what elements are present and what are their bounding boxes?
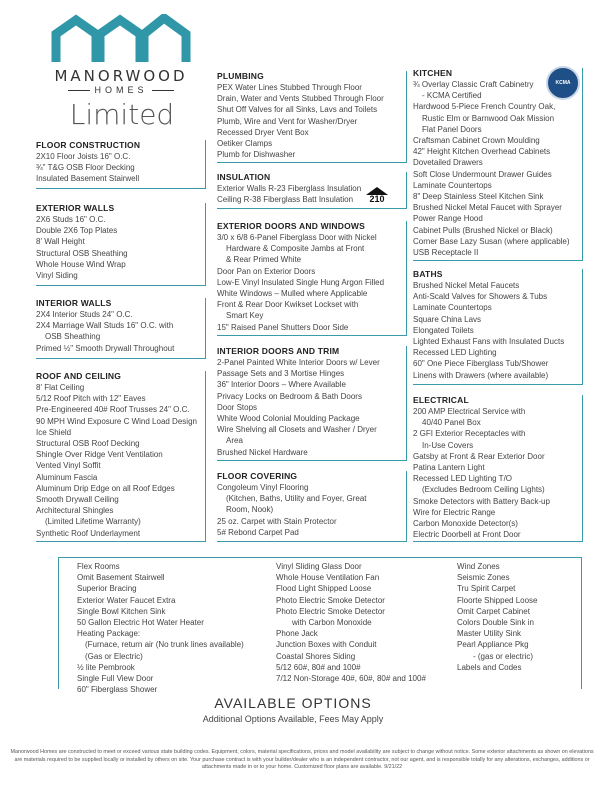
list-item: Plumb, Wire and Vent for Washer/Dryer <box>217 116 358 126</box>
list-item: Privacy Locks on Bedroom & Bath Doors <box>217 391 362 401</box>
list-item: Rustic Elm or Barnwood Oak Mission <box>422 113 555 123</box>
list-item: Wire for Electric Range <box>413 507 496 517</box>
list-item: Smart Key <box>226 311 264 321</box>
list-item: Ceiling R-38 Fiberglass Batt Insulation <box>217 195 354 205</box>
list-item: Pre-Engineered 40# Roof Trusses 24" O.C. <box>36 405 190 415</box>
option-item: (Gas or Electric) <box>85 651 143 661</box>
option-item: Flex Rooms <box>77 562 120 571</box>
list-item: PEX Water Lines Stubbed Through Floor <box>217 83 362 92</box>
list-item: 2X6 Studs 16" O.C. <box>36 215 106 224</box>
option-item: Vinyl Sliding Glass Door <box>276 562 362 571</box>
section-title: INTERIOR DOORS AND TRIM <box>217 346 340 356</box>
list-item: Vented Vinyl Soffit <box>36 461 101 471</box>
list-item: Structural OSB Roof Decking <box>36 439 140 449</box>
section-plumbing <box>217 71 407 163</box>
list-item: Lighted Exhaust Fans with Insulated Ducts <box>413 337 565 347</box>
list-item: Front & Rear Door Kwikset Lockset with <box>217 300 359 310</box>
options-column-2 <box>276 561 426 684</box>
option-item: Phone Jack <box>276 629 318 639</box>
list-item: Cabinet Pulls (Brushed Nickel or Black) <box>413 225 553 235</box>
list-item: Carbon Monoxide Detector(s) <box>413 519 518 529</box>
list-item: 25 oz. Carpet with Stain Protector <box>217 516 337 526</box>
list-item: 8" Deep Stainless Steel Kitchen Sink <box>413 192 544 202</box>
list-item: Congoleum Vinyl Flooring <box>217 483 309 492</box>
list-item: 15" Raised Panel Shutters Door Side <box>217 322 349 332</box>
option-item: Photo Electric Smoke Detector <box>276 595 385 605</box>
section-title: EXTERIOR DOORS AND WINDOWS <box>217 221 365 231</box>
list-item: Power Range Hood <box>413 214 483 224</box>
list-item: Dovetailed Drawers <box>413 158 483 168</box>
option-item: 7/12 Non-Storage 40#, 60#, 80# and 100# <box>276 674 426 684</box>
list-item: OSB Sheathing <box>45 332 101 342</box>
option-item: Coastal Shores Siding <box>276 651 356 661</box>
option-item: Heating Package: <box>77 629 141 639</box>
list-item: Smoke Detectors with Battery Back-up <box>413 496 550 506</box>
section-title: FLOOR CONSTRUCTION <box>36 140 141 150</box>
list-item: Laminate Countertops <box>413 180 492 190</box>
options-heading: AVAILABLE OPTIONS <box>214 695 372 711</box>
list-item: Elongated Toilets <box>413 325 474 335</box>
option-item: Seismic Zones <box>457 573 510 583</box>
list-item: Aluminum Drip Edge on all Roof Edges <box>36 483 175 493</box>
list-item: In-Use Covers <box>422 440 474 450</box>
list-item: Door Pan on Exterior Doors <box>217 266 316 276</box>
option-item: - (gas or electric) <box>473 651 534 661</box>
options-column-3 <box>457 561 538 673</box>
list-item: 5# Rebond Carpet Pad <box>217 527 299 537</box>
list-item: ¾ Overlay Classic Craft Cabinetry <box>413 80 534 89</box>
section-floor-covering <box>217 471 407 542</box>
list-item: Laminate Countertops <box>413 303 492 313</box>
list-item: Anti-Scald Valves for Showers & Tubs <box>413 292 548 302</box>
list-item: Craftsman Cabinet Crown Moulding <box>413 136 540 146</box>
list-item: Double 2X6 Top Plates <box>36 226 118 236</box>
option-item: Single Bowl Kitchen Sink <box>77 606 166 616</box>
section-baths <box>413 269 583 385</box>
list-item: 8' Flat Ceiling <box>36 383 85 392</box>
brand-name: MANORWOOD <box>54 67 188 85</box>
option-item: Flood Light Shipped Loose <box>276 584 372 594</box>
disclaimer-footer: Manorwood Homes are constructed to meet or exceed various state building codes. Equipment, colors, material specifications, prices and model availability are subject to change without notice. Some exterior attachments as shown on elevations are materials required to be supplied locally or installed by others on site. Your purchase contract is with your builder/dealer who is an independent contractor, not our agent, and is responsible totally for any alterations, exchanges, additions or attachments made in or to your home. Customized floor plans are available. 9/21/22 <box>10 749 594 771</box>
list-item: 3/0 x 6/8 6-Panel Fiberglass Door with Nickel <box>217 233 377 242</box>
list-item: 8' Wall Height <box>36 237 85 247</box>
option-item: (Furnace, return air (No trunk lines available) <box>85 640 244 650</box>
list-item: - KCMA Certified <box>422 91 482 101</box>
option-item: Junction Boxes with Conduit <box>276 640 377 650</box>
option-item: Wind Zones <box>457 562 500 571</box>
section-floor-construction <box>36 140 206 189</box>
list-item: White Windows – Mulled where Applicable <box>217 289 368 299</box>
options-column-1 <box>77 561 244 695</box>
list-item: Plumb for Dishwasher <box>217 150 296 160</box>
list-item: Square China Lavs <box>413 314 482 324</box>
list-item: 2 GFI Exterior Receptacles with <box>413 429 526 439</box>
option-item: Master Utility Sink <box>457 629 522 639</box>
option-item: Exterior Water Faucet Extra <box>77 595 176 605</box>
list-item: White Wood Colonial Moulding Package <box>217 414 360 424</box>
section-title: FLOOR COVERING <box>217 471 298 481</box>
list-item: Primed ½" Smooth Drywall Throughout <box>36 343 175 353</box>
list-item: Door Stops <box>217 402 258 412</box>
kcma-certified-badge: KCMA <box>546 66 580 100</box>
section-title: ELECTRICAL <box>413 395 469 405</box>
list-item: Wire Shelving all Closets and Washer / Dryer <box>217 425 377 435</box>
list-item: Shut Off Valves for all Sinks, Lavs and Toilets <box>217 105 378 115</box>
list-item: Hardware & Composite Jambs at Front <box>226 244 365 254</box>
option-item: ½ lite Pembrook <box>77 662 135 672</box>
list-item: Passage Sets and 3 Mortise Hinges <box>217 369 345 379</box>
list-item: Structural OSB Sheathing <box>36 248 128 258</box>
list-item: 36" Interior Doors – Where Available <box>217 380 346 390</box>
option-item: Whole House Ventilation Fan <box>276 573 380 583</box>
list-item: (Excludes Bedroom Ceiling Lights) <box>422 485 545 495</box>
list-item: 200 AMP Electrical Service with <box>413 407 526 416</box>
section-exterior-doors <box>217 221 407 336</box>
option-item: with Carbon Monoxide <box>292 618 372 628</box>
section-title: KITCHEN <box>413 68 453 78</box>
house-roof-icon <box>366 187 388 195</box>
brand-sub: HOMES <box>46 85 196 95</box>
list-item: 5/12 Roof Pitch with 12" Eaves <box>36 394 146 404</box>
list-item: Insulated Basement Stairwell <box>36 174 140 184</box>
list-item: Linens with Drawers (where available) <box>413 370 549 380</box>
list-item: Brushed Nickel Hardware <box>217 447 308 457</box>
list-item: Room, Nook) <box>226 505 274 515</box>
list-item: Exterior Walls R-23 Fiberglass Insulation <box>217 184 362 193</box>
section-title: INTERIOR WALLS <box>36 298 112 308</box>
list-item: Smooth Drywall Ceiling <box>36 495 119 505</box>
list-item: (Kitchen, Baths, Utility and Foyer, Great <box>226 494 367 504</box>
option-item: Omit Basement Stairwell <box>77 573 165 583</box>
option-item: Single Full View Door <box>77 674 154 684</box>
section-title: ROOF AND CEILING <box>36 371 122 381</box>
list-item: USB Receptacle II <box>413 248 479 258</box>
list-item: & Rear Primed White <box>226 255 302 265</box>
section-title: EXTERIOR WALLS <box>36 203 115 213</box>
option-item: 50 Gallon Electric Hot Water Heater <box>77 618 204 628</box>
list-item: Brushed Nickel Metal Faucets <box>413 281 520 290</box>
list-item: Whole House Wind Wrap <box>36 259 126 269</box>
option-item: Floorte Shipped Loose <box>457 595 538 605</box>
list-item: Oetiker Clamps <box>217 139 273 149</box>
list-item: 2-Panel Painted White Interior Doors w/ Lever <box>217 358 380 367</box>
option-item: Pearl Appliance Pkg <box>457 640 529 650</box>
list-item: 2X4 Marriage Wall Studs 16" O.C. with <box>36 321 174 331</box>
option-item: Tru Spirit Carpet <box>457 584 516 594</box>
list-item: Vinyl Siding <box>36 271 78 281</box>
warranty-210-seal: 210 <box>366 187 388 213</box>
option-item: Superior Bracing <box>77 584 137 594</box>
list-item: Synthetic Roof Underlayment <box>36 528 141 538</box>
section-title: BATHS <box>413 269 443 279</box>
options-subheading: Additional Options Available, Fees May Apply <box>202 714 384 724</box>
option-item: Labels and Codes <box>457 662 522 672</box>
option-item: Colors Double Sink in <box>457 618 534 628</box>
option-item: Omit Carpet Cabinet <box>457 606 530 616</box>
list-item: Electric Doorbell at Front Door <box>413 530 521 540</box>
list-item: Hardwood 5-Piece French Country Oak, <box>413 102 556 112</box>
list-item: Drain, Water and Vents Stubbed Through Floor <box>217 94 384 104</box>
list-item: 40/40 Panel Box <box>422 418 481 428</box>
section-roof-ceiling <box>36 371 206 542</box>
list-item: Patina Lantern Light <box>413 463 485 473</box>
list-item: 90 MPH Wind Exposure C Wind Load Design <box>36 416 197 426</box>
list-item: ¾" T&G OSB Floor Decking <box>36 163 135 173</box>
section-electrical <box>413 395 583 542</box>
option-item: 5/12 60#, 80# and 100# <box>276 662 361 672</box>
option-item: 60" Fiberglass Shower <box>77 685 158 695</box>
section-title: INSULATION <box>217 172 271 182</box>
list-item: Low-E Vinyl Insulated Single Hung Argon Filled <box>217 277 385 287</box>
options-panel <box>58 557 582 695</box>
section-exterior-walls <box>36 203 206 286</box>
series-name: Limited <box>69 98 175 131</box>
list-item: Aluminum Fascia <box>36 472 98 482</box>
list-item: Gatsby at Front & Rear Exterior Door <box>413 451 545 461</box>
section-title: PLUMBING <box>217 71 264 81</box>
list-item: Soft Close Undermount Drawer Guides <box>413 169 552 179</box>
list-item: Recessed LED Lighting <box>413 348 497 358</box>
list-item: 60" One Piece Fiberglass Tub/Shower <box>413 359 549 369</box>
option-item: Photo Electric Smoke Detector <box>276 606 385 616</box>
list-item: 42" Height Kitchen Overhead Cabinets <box>413 147 551 157</box>
list-item: Architectural Shingles <box>36 506 114 516</box>
list-item: Brushed Nickel Metal Faucet with Sprayer <box>413 203 562 213</box>
houses-logo-icon <box>50 14 192 64</box>
list-item: Flat Panel Doors <box>422 124 482 134</box>
list-item: (Limited Lifetime Warranty) <box>45 517 141 527</box>
list-item: Ice Shield <box>36 427 72 437</box>
list-item: 2X10 Floor Joists 16" O.C. <box>36 152 131 161</box>
list-item: 2X4 Interior Studs 24" O.C. <box>36 310 133 319</box>
list-item: Area <box>226 436 243 446</box>
section-interior-walls <box>36 298 206 359</box>
list-item: Corner Base Lazy Susan (where applicable) <box>413 236 570 246</box>
list-item: Recessed Dryer Vent Box <box>217 127 309 137</box>
section-interior-doors <box>217 346 407 461</box>
list-item: Recessed LED Lighting T/O <box>413 474 513 484</box>
list-item: Shingle Over Ridge Vent Ventilation <box>36 450 163 460</box>
